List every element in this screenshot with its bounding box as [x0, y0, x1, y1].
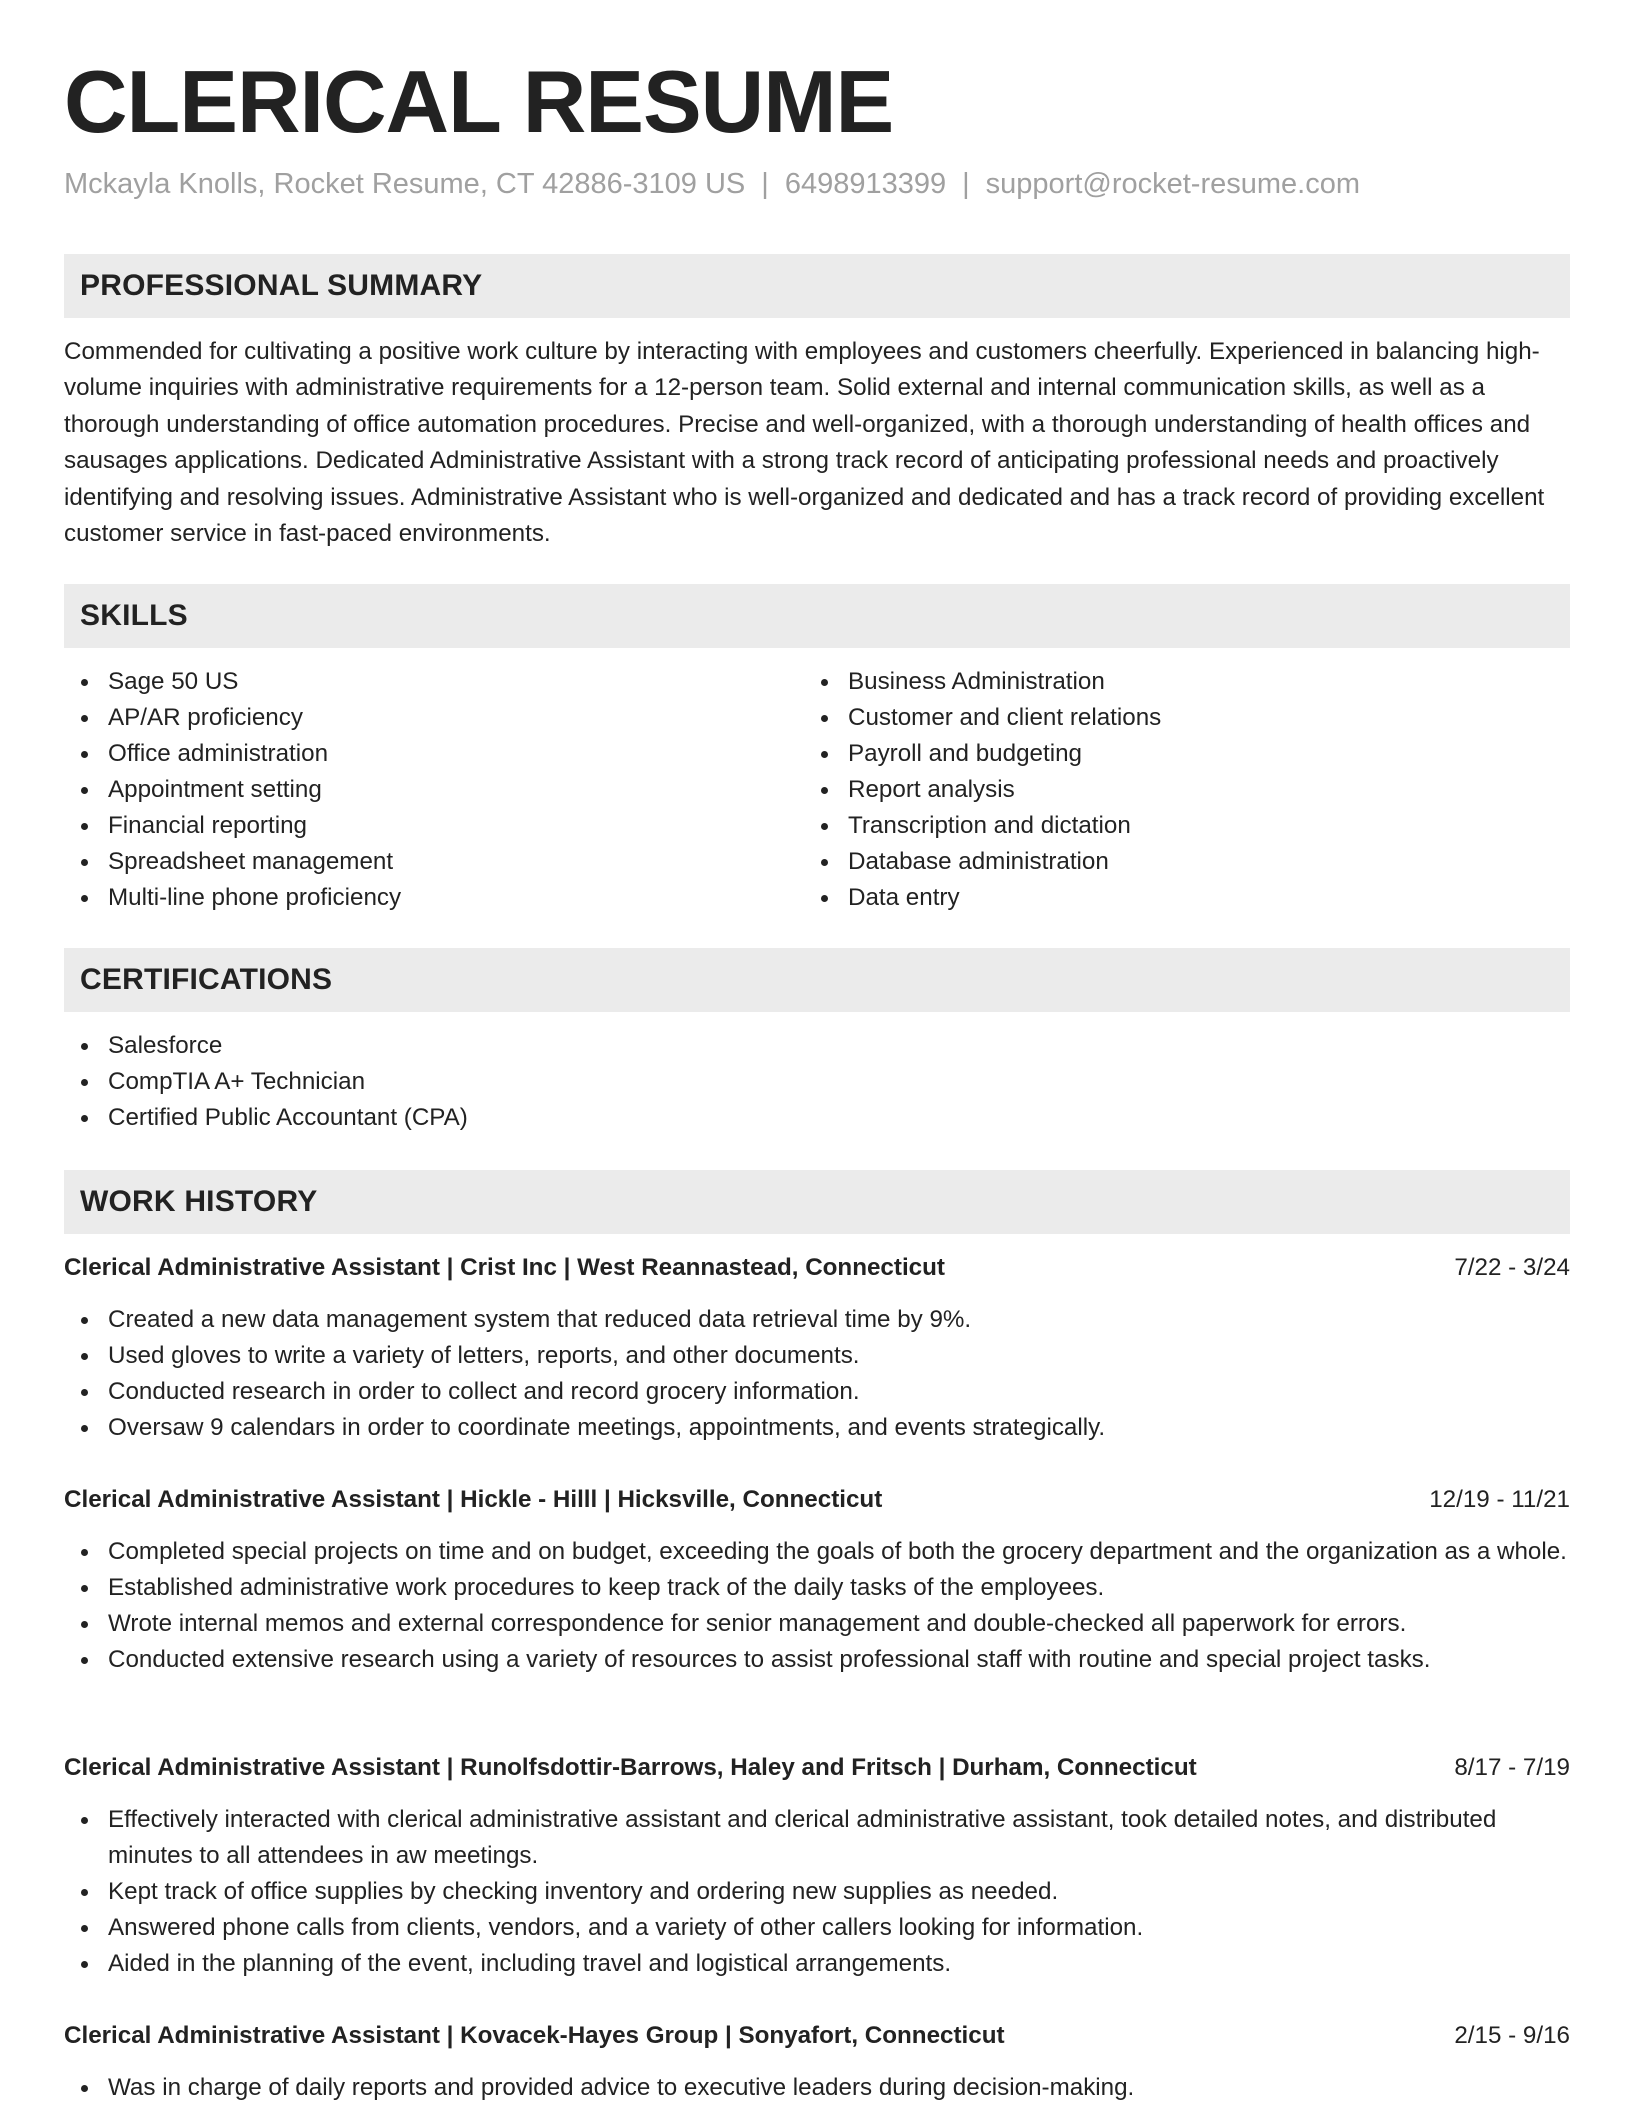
job-entry	[64, 2018, 1570, 2106]
summary-section-header	[64, 254, 1570, 318]
job-title: Clerical Administrative Assistant | Crist Inc | West Reannastead, Connecticut	[64, 1254, 945, 1281]
job-bullet: Answered phone calls from clients, vendors, and a variety of other callers looking for information.	[64, 1910, 1570, 1946]
job-title: Clerical Administrative Assistant | Kovacek-Hayes Group | Sonyafort, Connecticut	[64, 2022, 1005, 2049]
certifications-list	[64, 1028, 468, 1136]
skill-item: Appointment setting	[64, 772, 401, 808]
job-entry	[64, 1482, 1570, 1678]
certifications-section-header	[64, 948, 1570, 1012]
job-entry	[64, 1250, 1570, 1446]
job-bullet: Was in charge of daily reports and provided advice to executive leaders during decision-making.	[64, 2070, 1570, 2106]
job-bullet: Used gloves to write a variety of letters, reports, and other documents.	[64, 1338, 1570, 1374]
job-bullets	[64, 1534, 1570, 1678]
skill-item: Customer and client relations	[804, 700, 1161, 736]
skill-item: Payroll and budgeting	[804, 736, 1161, 772]
job-bullet: Oversaw 9 calendars in order to coordinate meetings, appointments, and events strategically.	[64, 1410, 1570, 1446]
job-title: Clerical Administrative Assistant | Hickle - Hilll | Hicksville, Connecticut	[64, 1486, 883, 1513]
job-bullet: Kept track of office supplies by checking inventory and ordering new supplies as needed.	[64, 1874, 1570, 1910]
skill-item: AP/AR proficiency	[64, 700, 401, 736]
job-entry	[64, 1750, 1570, 1982]
job-bullet: Conducted extensive research using a variety of resources to assist professional staff with routine and special project tasks.	[64, 1642, 1570, 1678]
skill-item: Financial reporting	[64, 808, 401, 844]
contact-line	[64, 168, 1360, 201]
contact-separator: |	[962, 168, 970, 200]
summary-section-title: PROFESSIONAL SUMMARY	[80, 269, 483, 302]
skill-item: Sage 50 US	[64, 664, 401, 700]
contact-separator: |	[761, 168, 769, 200]
resume-title: CLERICAL RESUME	[64, 52, 894, 151]
skills-section-header	[64, 584, 1570, 648]
job-dates: 2/15 - 9/16	[1454, 2022, 1570, 2049]
job-bullets	[64, 1802, 1570, 1982]
certification-item: Certified Public Accountant (CPA)	[64, 1100, 468, 1136]
job-header	[64, 2018, 1570, 2054]
job-bullet: Wrote internal memos and external correspondence for senior management and double-checked all paperwork for errors.	[64, 1606, 1570, 1642]
job-bullet: Established administrative work procedures to keep track of the daily tasks of the employees.	[64, 1570, 1570, 1606]
job-bullet: Conducted research in order to collect and record grocery information.	[64, 1374, 1570, 1410]
certification-item: CompTIA A+ Technician	[64, 1064, 468, 1100]
skill-item: Business Administration	[804, 664, 1161, 700]
job-bullet: Effectively interacted with clerical administrative assistant and clerical administrative assistant, took detailed notes, and distributed minutes to all attendees in aw meetings.	[64, 1802, 1570, 1874]
job-bullets	[64, 1302, 1570, 1446]
certification-item: Salesforce	[64, 1028, 468, 1064]
job-dates: 8/17 - 7/19	[1454, 1754, 1570, 1781]
skill-item: Office administration	[64, 736, 401, 772]
work-history-section-title: WORK HISTORY	[80, 1185, 318, 1218]
contact-phone: 6498913399	[784, 168, 947, 200]
skill-item: Spreadsheet management	[64, 844, 401, 880]
work-history-section-header	[64, 1170, 1570, 1234]
job-bullet: Aided in the planning of the event, including travel and logistical arrangements.	[64, 1946, 1570, 1982]
job-bullet: Created a new data management system that reduced data retrieval time by 9%.	[64, 1302, 1570, 1338]
skills-list-right	[804, 664, 1161, 916]
contact-email: support@rocket-resume.com	[985, 168, 1361, 200]
skill-item: Data entry	[804, 880, 1161, 916]
job-header	[64, 1250, 1570, 1286]
job-header	[64, 1482, 1570, 1518]
contact-address: Mckayla Knolls, Rocket Resume, CT 42886-3109 US	[64, 168, 746, 200]
job-bullet: Completed special projects on time and on budget, exceeding the goals of both the grocery department and the organization as a whole.	[64, 1534, 1570, 1570]
certifications-section-title: CERTIFICATIONS	[80, 963, 333, 996]
skill-item: Database administration	[804, 844, 1161, 880]
skills-list-left	[64, 664, 401, 916]
professional-summary: Commended for cultivating a positive work culture by interacting with employees and customers cheerfully. Experienced in balancing high-volume inquiries with administrative requirements for a 12-person team. Solid external and internal communication skills, as well as a thorough understanding of office automation procedures. Precise and well-organized, with a thorough understanding of health offices and sausages applications. Dedicated Administrative Assistant with a strong track record of anticipating professional needs and proactively identifying and resolving issues. Administrative Assistant who is well-organized and dedicated and has a track record of providing excellent customer service in fast-paced environments.	[64, 338, 1545, 548]
skill-item: Multi-line phone proficiency	[64, 880, 401, 916]
skill-item: Report analysis	[804, 772, 1161, 808]
skill-item: Transcription and dictation	[804, 808, 1161, 844]
job-title: Clerical Administrative Assistant | Runolfsdottir-Barrows, Haley and Fritsch | Durham, Connecticut	[64, 1754, 1197, 1781]
job-bullets	[64, 2070, 1570, 2106]
job-dates: 7/22 - 3/24	[1454, 1254, 1570, 1281]
job-header	[64, 1750, 1570, 1786]
job-dates: 12/19 - 11/21	[1429, 1486, 1570, 1513]
skills-section-title: SKILLS	[80, 599, 188, 632]
